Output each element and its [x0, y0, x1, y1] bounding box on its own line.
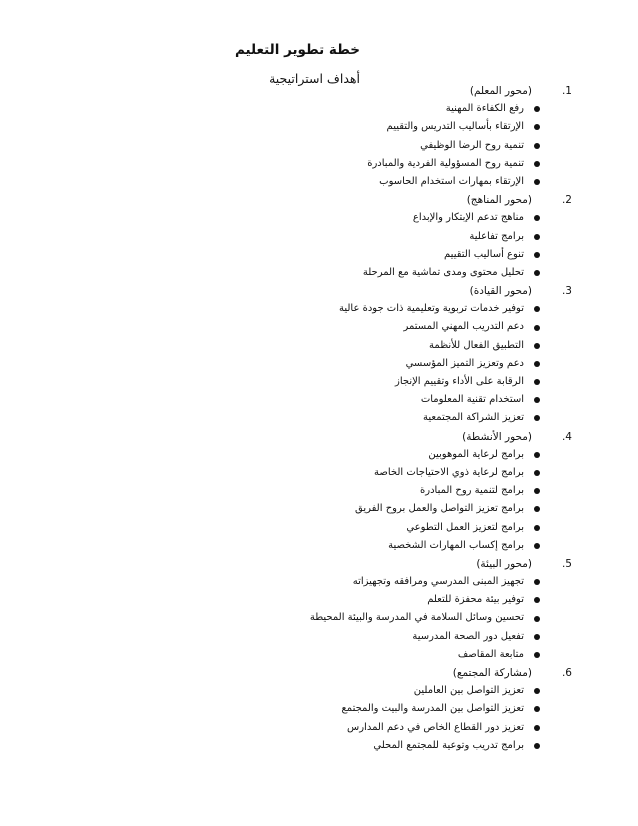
list-item-text: برامج تدريب وتوعية للمجتمع المحلي [373, 739, 524, 751]
list-item [252, 646, 572, 664]
bullet-icon [534, 325, 540, 331]
list-item-text: تعزيز التواصل بين المدرسة والبيت والمجتمع [341, 703, 524, 715]
list-item-text: دعم وتعزيز التميز المؤسسي [405, 357, 524, 369]
section-number: .4 [561, 430, 572, 443]
list-item-text: برامج تعزيز التواصل والعمل بروح الفريق [354, 503, 524, 515]
list-item [252, 355, 572, 373]
list-item [252, 464, 572, 482]
section-heading [252, 664, 572, 682]
bullet-icon [534, 306, 540, 312]
bullet-icon [534, 379, 540, 385]
bullet-icon [534, 634, 540, 640]
section-items [252, 682, 572, 755]
list-item-text: برامج لرعاية الموهوبين [428, 448, 524, 460]
bullet-icon [534, 215, 540, 221]
bullet-icon [534, 161, 540, 167]
bullet-icon [534, 361, 540, 367]
list-item-text: تنمية روح المسؤولية الفردية والمبادرة [367, 157, 524, 169]
section-label: (محور البيئة) [476, 557, 532, 570]
list-item [252, 446, 572, 464]
list-item-text: مناهج تدعم الإبتكار والإبداع [412, 212, 524, 224]
list-item [252, 155, 572, 173]
list-item [252, 246, 572, 264]
section-6 [252, 664, 572, 755]
list-item [252, 373, 572, 391]
list-item [252, 737, 572, 755]
bullet-icon [534, 597, 540, 603]
list-item [252, 482, 572, 500]
list-item-text: تنمية روح الرضا الوظيفي [420, 139, 524, 151]
section-items [252, 209, 572, 282]
list-item [252, 337, 572, 355]
bullet-icon [534, 179, 540, 185]
section-items [252, 446, 572, 555]
section-3 [252, 282, 572, 428]
list-item-text: الرقابة على الأداء وتقييم الإنجاز [394, 376, 524, 387]
list-item-text: برامج تفاعلية [469, 230, 524, 242]
section-5 [252, 555, 572, 664]
list-item [252, 609, 572, 627]
list-item [252, 173, 572, 191]
list-item [252, 391, 572, 409]
bullet-icon [534, 270, 540, 276]
bullet-icon [534, 725, 540, 731]
list-item-text: تعزيز الشراكة المجتمعية [422, 412, 524, 424]
list-item-text: تفعيل دور الصحة المدرسية [412, 630, 524, 642]
section-heading [252, 82, 572, 100]
section-label: (محور القيادة) [469, 285, 532, 298]
bullet-icon [534, 743, 540, 749]
document-title: خطة تطوير التعليم [234, 42, 360, 58]
list-item-text: التطبيق الفعال للأنظمة [429, 339, 524, 351]
section-items [252, 100, 572, 191]
section-number: .3 [561, 285, 572, 298]
sections-list [252, 82, 572, 755]
section-4 [252, 428, 572, 555]
list-item-text: تنوع أساليب التقييم [444, 248, 524, 260]
list-item-text: تجهيز المبنى المدرسي ومرافقه وتجهيزاته [352, 576, 524, 588]
list-item [252, 519, 572, 537]
section-heading [252, 191, 572, 209]
list-item-text: برامج لرعاية ذوي الاحتياجات الخاصة [373, 466, 524, 478]
list-item [252, 591, 572, 609]
list-item [252, 209, 572, 227]
list-item-text: الإرتقاء بأساليب التدريس والتقييم [386, 121, 524, 133]
bullet-icon [534, 415, 540, 421]
list-item [252, 700, 572, 718]
bullet-icon [534, 706, 540, 712]
list-item [252, 537, 572, 555]
bullet-icon [534, 579, 540, 585]
list-item [252, 137, 572, 155]
list-item [252, 264, 572, 282]
bullet-icon [534, 525, 540, 531]
bullet-icon [534, 452, 540, 458]
list-item [252, 100, 572, 118]
list-item-text: رفع الكفاءة المهنية [445, 103, 524, 115]
bullet-icon [534, 488, 540, 494]
section-label: (محور المعلم) [469, 85, 532, 97]
section-number: .2 [561, 194, 572, 207]
list-item-text: برامج لتعزيز العمل التطوعي [406, 521, 524, 533]
bullet-icon [534, 143, 540, 149]
list-item [252, 318, 572, 336]
list-item-text: تحليل محتوى ومدى تماشية مع المرحلة [362, 266, 524, 278]
bullet-icon [534, 234, 540, 240]
section-heading [252, 428, 572, 446]
document-subtitle: أهداف استراتيجية [269, 71, 360, 86]
section-number: .1 [561, 85, 572, 97]
section-heading [252, 282, 572, 300]
list-item [252, 409, 572, 427]
bullet-icon [534, 543, 540, 549]
list-item-text: تعزيز دور القطاع الخاص في دعم المدارس [347, 721, 524, 733]
list-item [252, 573, 572, 591]
list-item [252, 628, 572, 646]
list-item-text: تحسين وسائل السلامة في المدرسة والبيئة المحيطة [309, 612, 524, 624]
bullet-icon [534, 616, 540, 622]
list-item-text: برامج إكساب المهارات الشخصية [388, 539, 524, 551]
bullet-icon [534, 106, 540, 112]
bullet-icon [534, 124, 540, 130]
section-items [252, 300, 572, 427]
list-item [252, 118, 572, 136]
list-item [252, 300, 572, 318]
list-item-text: توفير بيئة محفزة للتعلم [427, 594, 524, 606]
bullet-icon [534, 343, 540, 349]
section-label: (محور المناهج) [466, 194, 532, 207]
bullet-icon [534, 652, 540, 658]
list-item [252, 719, 572, 737]
section-items [252, 573, 572, 664]
bullet-icon [534, 506, 540, 512]
section-heading [252, 555, 572, 573]
list-item [252, 228, 572, 246]
list-item-text: توفير خدمات تربوية وتعليمية ذات جودة عالية [338, 303, 524, 315]
list-item-text: الإرتقاء بمهارات استخدام الحاسوب [379, 175, 524, 187]
list-item-text: برامج لتنمية روح المبادرة [420, 485, 524, 497]
bullet-icon [534, 252, 540, 258]
section-1 [252, 82, 572, 191]
list-item-text: تعزيز التواصل بين العاملين [413, 685, 524, 697]
bullet-icon [534, 397, 540, 403]
section-label: (مشاركة المجتمع) [452, 667, 532, 679]
bullet-icon [534, 688, 540, 694]
section-number: .5 [561, 557, 572, 570]
section-2 [252, 191, 572, 282]
section-number: .6 [561, 667, 572, 679]
section-label: (محور الأنشطة) [462, 430, 532, 443]
list-item [252, 500, 572, 518]
list-item-text: متابعة المقاصف [457, 648, 524, 660]
list-item-text: استخدام تقنية المعلومات [420, 394, 524, 406]
list-item [252, 682, 572, 700]
list-item-text: دعم التدريب المهني المستمر [403, 321, 524, 333]
bullet-icon [534, 470, 540, 476]
